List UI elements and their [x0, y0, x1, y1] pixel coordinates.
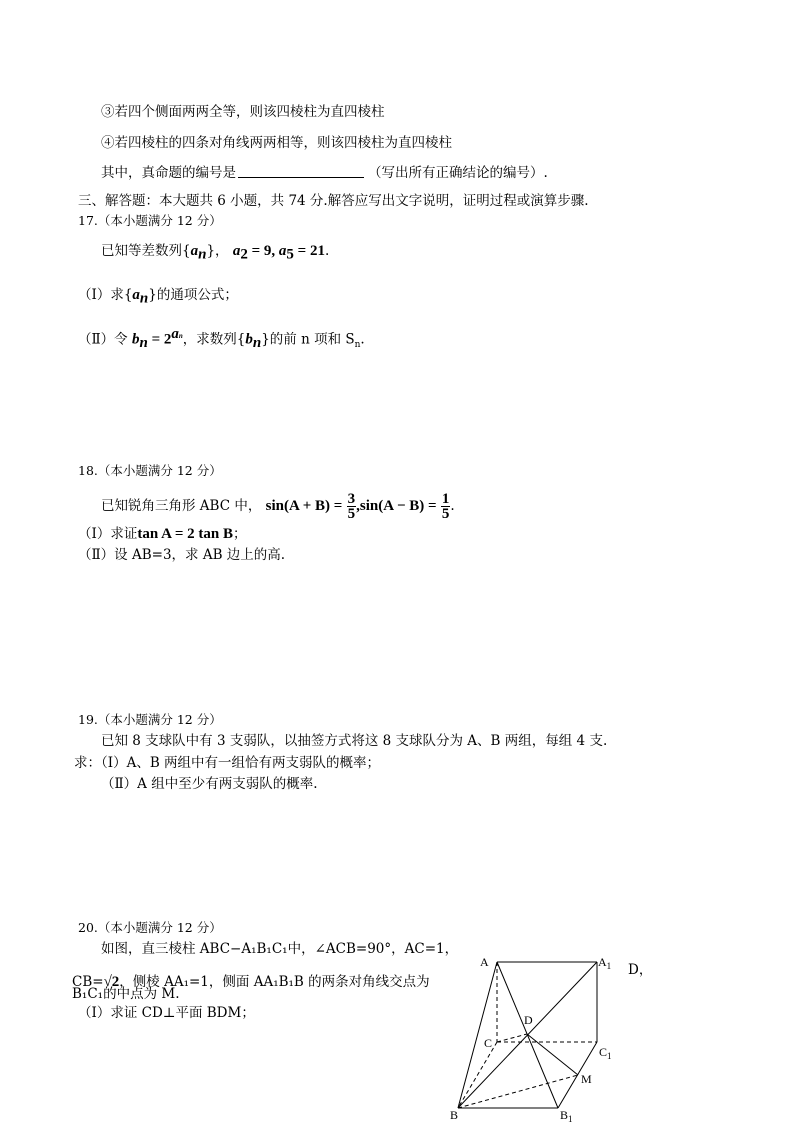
- label-M: M: [581, 1072, 592, 1086]
- label-B: B: [450, 1108, 459, 1122]
- q17-part1: （Ⅰ）求$\{a_n\}$的通项公式；: [78, 287, 238, 307]
- section-heading: 三、解答题：本大题共 6 小题，共 74 分.解答应写出文字说明，证明过程或演算步骤.: [78, 193, 589, 209]
- q19-part2: （Ⅱ）A 组中至少有两支弱队的概率.: [101, 776, 318, 792]
- q20-line2-tail: D，: [628, 962, 653, 978]
- q19-part1: 求：（Ⅰ）A、B 两组中有一组恰有两支弱队的概率；: [74, 755, 381, 771]
- fraction-1-5: $\frac{1}{5}$: [441, 491, 450, 522]
- q20-title: 20.（本小题满分 12 分）: [78, 920, 222, 935]
- edge-A-B: [458, 962, 497, 1108]
- seg-B-M: [458, 1075, 578, 1108]
- fraction-3-5: $\frac{3}{5}$: [347, 491, 356, 522]
- fill-prefix: 其中，真命题的编号是: [101, 165, 236, 181]
- q19-title: 19.（本小题满分 12 分）: [78, 712, 222, 727]
- label-A: A: [480, 955, 489, 969]
- answer-blank: [238, 164, 364, 178]
- edge-C-B: [458, 1042, 497, 1108]
- fill-suffix: （写出所有正确结论的编号）.: [368, 165, 548, 181]
- q19-given: 已知 8 支球队中有 3 支弱队，以抽签方式将这 8 支球队分为 A、B 两组，每组 4 支.: [101, 733, 608, 749]
- q18-title: 18.（本小题满分 12 分）: [78, 463, 222, 478]
- fill-in-line: [101, 164, 548, 182]
- label-A1: $A_1$: [598, 955, 612, 971]
- q18-part1: （Ⅰ）求证tan A = 2 tan B；: [78, 526, 247, 542]
- q20-part1: （Ⅰ）求证 CD⊥平面 BDM；: [78, 1005, 255, 1021]
- seg-D-M: [527, 1034, 578, 1075]
- prism-figure: [440, 948, 640, 1123]
- sqrt-2: √2: [103, 974, 120, 990]
- q17-title: 17.（本小题满分 12 分）: [78, 213, 222, 228]
- label-C1: $C_1$: [599, 1045, 612, 1061]
- q18-given: 已知锐角三角形 ABC 中， sin(A + B) = $\frac{3}{5}$ ,sin(A − B) = $\frac{1}{5}$ .: [101, 491, 455, 522]
- q20-line1: 如图，直三棱柱 ABC−A₁B₁C₁中，∠ACB=90°，AC=1，: [101, 941, 459, 957]
- q18-part2: （Ⅱ）设 AB=3，求 AB 边上的高.: [78, 547, 286, 563]
- label-C: C: [484, 1036, 493, 1050]
- q20-line2: CB=√2，侧棱 AA₁=1，侧面 AA₁B₁B 的两条对角线交点为: [72, 974, 430, 990]
- q20-line3: B₁C₁的中点为 M.: [72, 986, 180, 1002]
- item-4: ④若四棱柱的四条对角线两两相等，则该四棱柱为直四棱柱: [101, 135, 452, 151]
- label-D: D: [524, 1013, 533, 1027]
- label-B1: $B_1$: [560, 1108, 573, 1123]
- item-3: ③若四个侧面两两全等，则该四棱柱为直四棱柱: [101, 104, 385, 120]
- q17-given: 已知等差数列$\{a_n\}$， $a_2 = 9$, $a_5 = 21$.: [101, 243, 330, 263]
- q17-part2: （Ⅱ）令 $b_n = 2^{an}$，求数列$\{b_n\}$的前 n 项和 $S_n$.: [78, 326, 365, 352]
